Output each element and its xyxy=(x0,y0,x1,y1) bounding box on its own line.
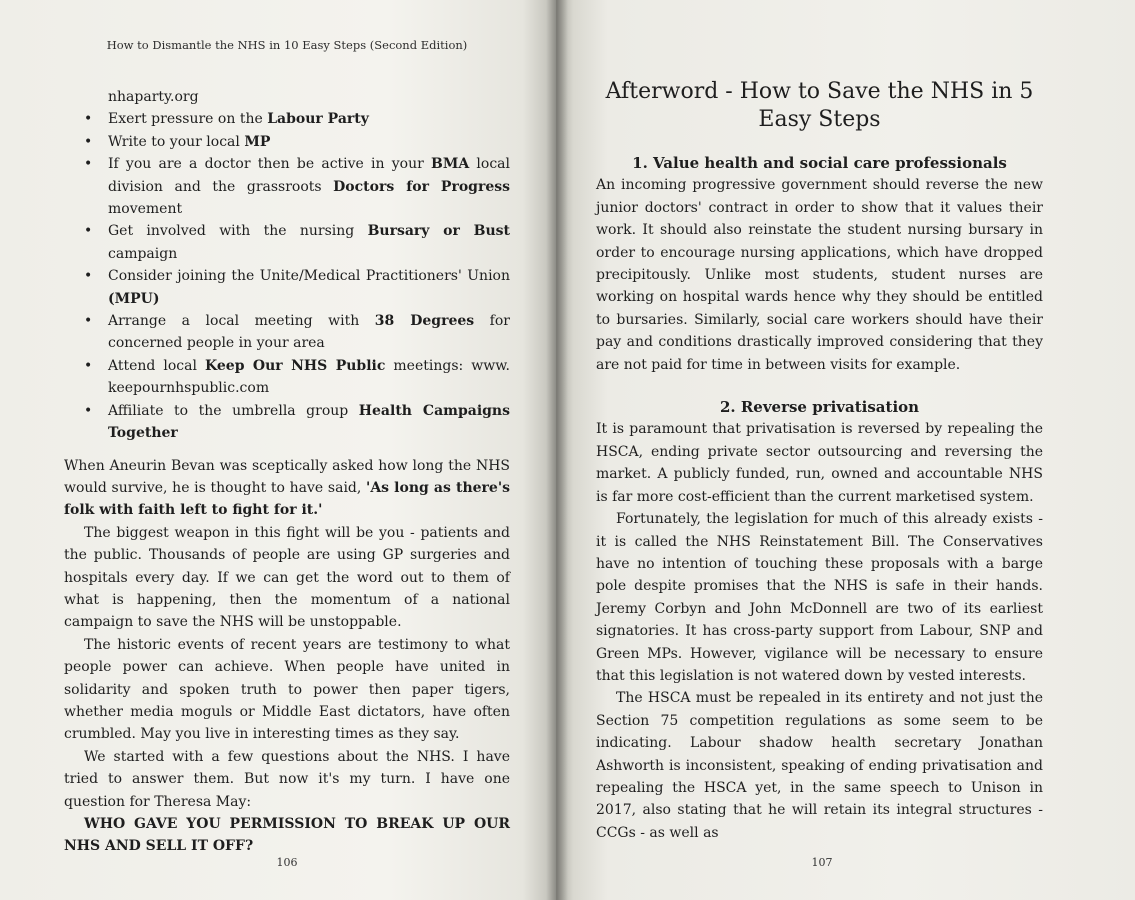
running-head: How to Dismantle the NHS in 10 Easy Steps (Second Edition) xyxy=(106,38,468,52)
text-run: Exert pressure on the xyxy=(108,111,268,128)
section-2-paragraph-2: Fortunately, the legislation for much of this already exists - it is called the NHS Reinstatement Bill. The Conservatives have no intention of touching these proposals with a barge pole despite promises that the NHS is safe in their hands. Jeremy Corbyn and John McDonnell are two of its earliest signatories. It has cross-party support from Labour, SNP and Green MPs. However, vigilance will be necessary to ensure that this legislation is not watered down by vested interests. xyxy=(596,511,1043,684)
list-item xyxy=(64,400,510,445)
text-run: Affiliate to the umbrella group xyxy=(108,402,359,419)
bold-text: Health Campaigns Together xyxy=(108,402,510,442)
text-run: When Aneurin Bevan was sceptically asked how long the NHS would survive, he is thought to have said, xyxy=(64,457,510,496)
section-2-paragraph-3: The HSCA must be repealed in its entirety and not just the Section 75 competition regulations as some seem to be indicating. Labour shadow health secretary Jonathan Ashworth is inconsistent, speaking of ending privatisation and repealing the HSCA yet, in the same speech to Unison in 2017, also stating that he will retain its integral structures - CCGs - as well as xyxy=(596,690,1043,841)
list-item xyxy=(64,131,510,153)
campaign-action-list xyxy=(64,86,510,445)
paragraph-historic-events: The historic events of recent years are testimony to what people power can achieve. When people have united in solidarity and spoken truth to power then paper tigers, whether media moguls or Middle East dictators, have often crumbled. May you live in interesting times as they say. xyxy=(64,636,510,743)
bold-text: Bursary or Bust xyxy=(367,223,510,240)
left-page-body xyxy=(64,86,510,858)
chapter-title: Afterword - How to Save the NHS in 5 Easy Steps xyxy=(605,79,1034,132)
list-item xyxy=(64,108,510,130)
text-run: Attend local xyxy=(108,357,206,374)
bold-text: 38 Degrees xyxy=(374,313,475,330)
bold-text: Doctors for Progress xyxy=(333,178,510,195)
text-run: If you are a doctor then be active in your xyxy=(108,156,432,173)
right-page-body xyxy=(596,78,1043,844)
text-run: campaign xyxy=(108,245,178,262)
page-number-left: 106 xyxy=(276,856,298,869)
list-item xyxy=(64,153,510,220)
list-item xyxy=(64,220,510,265)
bold-text: Labour Party xyxy=(267,111,369,128)
text-run: Consider joining the Unite/Medical Practitioners' Union xyxy=(108,268,510,285)
list-item xyxy=(64,86,510,108)
section-heading-1: 1. Value health and social care professionals xyxy=(632,154,1007,172)
page-number-right: 107 xyxy=(811,856,833,869)
list-item xyxy=(64,310,510,355)
bold-text: BMA xyxy=(431,156,470,173)
text-run: Arrange a local meeting with xyxy=(108,313,375,330)
text-run: nhaparty.org xyxy=(108,89,199,105)
list-item xyxy=(64,355,510,400)
text-run: movement xyxy=(108,201,183,218)
text-run: local division and the grassroots xyxy=(108,156,510,195)
section-1-paragraph: An incoming progressive government should reverse the new junior doctors' contract in order to show that it values their work. It should also reinstate the student nursing bursary in order to encourage nursing applications, which have dropped precipitously. Unlike most students, student nurses are working on hospital wards hence why they should be entitled to bursaries. Similarly, social care workers should have their pay and conditions drastically improved considering that they are not paid for time in between visits for example. xyxy=(596,177,1043,373)
list-item xyxy=(64,265,510,310)
section-2-paragraph-1: It is paramount that privatisation is reversed by repealing the HSCA, ending private sector outsourcing and reversing the market. A publicly funded, run, owned and accountable NHS is far more cost-efficient than the current marketised system. xyxy=(596,421,1043,505)
paragraph-weapon: The biggest weapon in this fight will be you - patients and the public. Thousands of people are using GP surgeries and hospitals every day. If we can get the word out to them of what is happening, then the momentum of a national campaign to save the NHS will be unstoppable. xyxy=(64,524,510,631)
text-run: for concerned people in your area xyxy=(108,313,510,352)
text-run: Get involved with the nursing xyxy=(108,223,368,240)
section-heading-2: 2. Reverse privatisation xyxy=(719,398,920,417)
bold-text: 'As long as there's folk with faith left to fight for it.' xyxy=(64,479,510,519)
paragraph-questions: We started with a few questions about the NHS. I have tried to answer them. But now it's my turn. I have one question for Theresa May: xyxy=(64,748,510,810)
bold-text: MP xyxy=(244,133,271,150)
bold-text: (MPU) xyxy=(108,290,160,307)
text-run: Write to your local xyxy=(108,133,245,150)
final-question: WHO GAVE YOU PERMISSION TO BREAK UP OUR NHS AND SELL IT OFF? xyxy=(64,816,510,855)
bevan-quote-paragraph xyxy=(64,455,510,522)
book-gutter xyxy=(546,0,568,900)
bold-text: Keep Our NHS Public xyxy=(205,357,386,374)
text-run: meetings: www. keepournhspublic.com xyxy=(108,357,510,397)
